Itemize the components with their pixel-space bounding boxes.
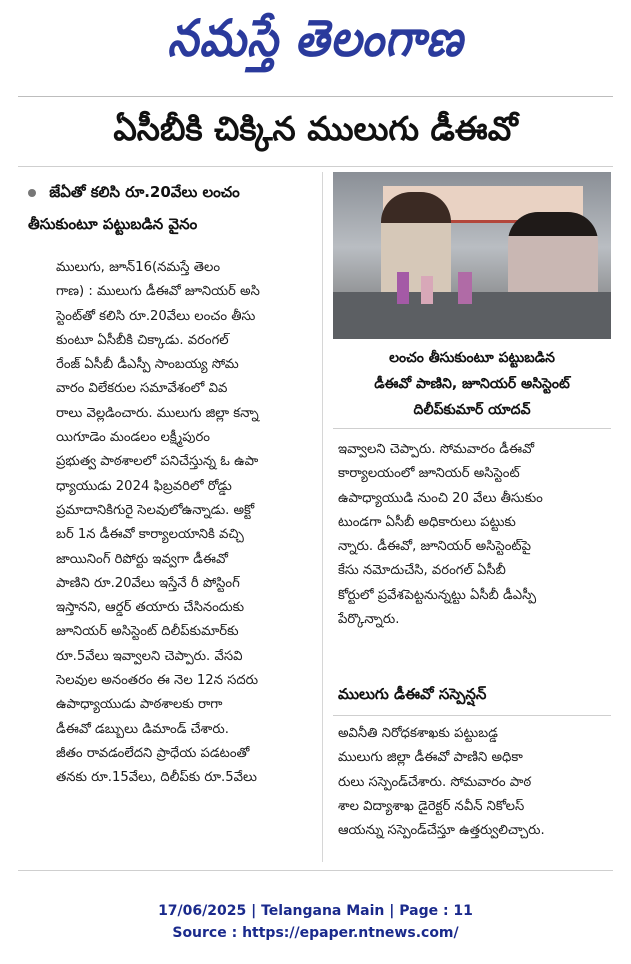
body-line: బర్ 1న డీఈవో కార్యాలయానికి వచ్చి bbox=[56, 527, 244, 543]
subheading-suspension: ములుగు డీఈవో సస్పెన్షన్ bbox=[338, 685, 487, 703]
body-line: పాణిని రూ.20వేలు ఇస్తేనే రీ పోస్టింగ్ bbox=[56, 575, 240, 591]
body-line: ఇస్తానని, ఆర్డర్ తయారు చేసినందుకు bbox=[56, 600, 245, 616]
body-line: ధ్యాయుడు 2024 ఫిబ్రవరిలో రోడ్డు bbox=[56, 478, 232, 494]
body-line: ప్రమాదానికిగురై సెలవులోఉన్నాడు. అక్టో bbox=[56, 502, 255, 518]
news-photo bbox=[333, 172, 611, 339]
body-line: కోర్టులో ప్రవేశపెట్టనున్నట్టు ఏసీబీ డీఎస్పీ bbox=[338, 587, 537, 603]
article-body-right bbox=[338, 438, 610, 632]
divider bbox=[18, 166, 613, 167]
body-line: ఆయన్ను సస్పెండ్‌చేస్తూ ఉత్తర్వులిచ్చారు. bbox=[338, 823, 545, 839]
article-body-left bbox=[56, 256, 314, 791]
body-line: స్టెంట్‌తో కలిసి రూ.20వేలు లంచం తీసు bbox=[56, 308, 256, 324]
subheadline bbox=[28, 176, 328, 240]
bottle-shape bbox=[397, 272, 409, 304]
body-line: వారం విలేకరుల సమావేశంలో వివ bbox=[56, 381, 228, 397]
body-line: జీతం రావడంలేదని ప్రాధేయ పడటంతో bbox=[56, 745, 250, 761]
body-line: ప్రభుత్వ పాఠశాలలో పనిచేస్తున్న ఓ ఉపా bbox=[56, 454, 259, 470]
article-body-right-2 bbox=[338, 722, 610, 843]
bottle-shape bbox=[458, 272, 472, 304]
body-line: రేంజ్ ఏసీబీ డీఎస్పీ సాంబయ్య సోమ bbox=[56, 357, 239, 373]
footer bbox=[0, 900, 631, 944]
divider bbox=[333, 428, 611, 429]
divider bbox=[18, 96, 613, 97]
body-line: కేసు నమోదుచేసి, వరంగల్ ఏసీబీ bbox=[338, 563, 506, 579]
caption-line: లంచం తీసుకుంటూ పట్టుబడిన bbox=[389, 350, 555, 366]
masthead bbox=[0, 6, 631, 84]
body-line: సెలవుల అనంతరం ఈ నెల 12న సదరు bbox=[56, 673, 259, 689]
body-line: డీఈవో డబ్బులు డిమాండ్ చేశారు. bbox=[56, 721, 229, 737]
headline-container bbox=[18, 102, 613, 162]
body-line: కార్యాలయంలో జూనియర్ అసిస్టెంట్ bbox=[338, 466, 520, 482]
body-line: అవినీతి నిరోధకశాఖకు పట్టుబడ్డ bbox=[338, 726, 498, 741]
body-line: జాయినింగ్ రిపోర్టు ఇవ్వగా డీఈవో bbox=[56, 551, 228, 567]
body-line: తనకు రూ.15వేలు, దిలీప్‌కు రూ.5వేలు bbox=[56, 770, 257, 786]
body-line: ములుగు, జూన్16(నమస్తే తెలం bbox=[56, 260, 221, 275]
body-line: రాలు వెల్లడించారు. ములుగు జిల్లా కన్నా bbox=[56, 405, 259, 421]
newspaper-logo: నమస్తే తెలంగాణ bbox=[167, 9, 464, 68]
footer-date-page: 17/06/2025 | Telangana Main | Page : 11 bbox=[158, 903, 473, 919]
body-line: శాల విద్యాశాఖ డైరెక్టర్ నవీన్ నికోలస్ bbox=[338, 798, 525, 814]
body-line: ములుగు జిల్లా డీఈవో పాణిని అధికా bbox=[338, 750, 523, 766]
body-line: ఇవ్వాలని చెప్పారు. సోమవారం డీఈవో bbox=[338, 442, 535, 457]
body-line: పేర్కొన్నారు. bbox=[338, 612, 400, 628]
body-line: యిగూడెం మండలం లక్ష్మీపురం bbox=[56, 430, 210, 446]
body-line: రూ.5వేలు ఇవ్వాలని చెప్పారు. వేసవి bbox=[56, 648, 243, 664]
body-line: టుండగా ఏసీబీ అధికారులు పట్టుకు bbox=[338, 514, 516, 530]
body-line: న్నారు. డీఈవో, జూనియర్ అసిస్టెంట్‌పై bbox=[338, 539, 531, 555]
headline: ఏసీబీకి చిక్కిన ములుగు డీఈవో bbox=[113, 108, 518, 148]
divider bbox=[18, 870, 613, 871]
divider bbox=[333, 715, 611, 716]
body-line: రులు సస్పెండ్‌చేశారు. సోమవారం పాఠ bbox=[338, 774, 532, 790]
bottle-shape bbox=[421, 276, 433, 304]
bullet-icon bbox=[28, 189, 36, 197]
body-line: ఉపాధ్యాయుడి నుంచి 20 వేలు తీసుకుం bbox=[338, 490, 543, 506]
body-line: జూనియర్ అసిస్టెంట్ దిలీప్‌కుమార్‌కు bbox=[56, 624, 239, 640]
subheadline-line-2: తీసుకుంటూ పట్టుబడిన వైనం bbox=[28, 215, 198, 233]
body-line: గాణ) : ములుగు డీఈవో జూనియర్ అసి bbox=[56, 284, 260, 300]
column-divider bbox=[322, 172, 323, 862]
body-line: ఉపాధ్యాయుడు పాఠశాలకు రాగా bbox=[56, 697, 223, 713]
body-line: కుంటూ ఏసీబీకి చిక్కాడు. వరంగల్ bbox=[56, 332, 229, 348]
photo-caption bbox=[333, 345, 611, 423]
footer-source: Source : https://epaper.ntnews.com/ bbox=[172, 925, 459, 941]
caption-line: దిలీప్‌కుమార్ యాదవ్ bbox=[413, 402, 531, 418]
subheadline-line-1: జేఏతో కలిసి రూ.20వేలు లంచం bbox=[49, 183, 240, 201]
caption-line: డీఈవో పాణిని, జూనియర్ అసిస్టెంట్ bbox=[374, 376, 570, 392]
table-surface bbox=[333, 292, 611, 339]
